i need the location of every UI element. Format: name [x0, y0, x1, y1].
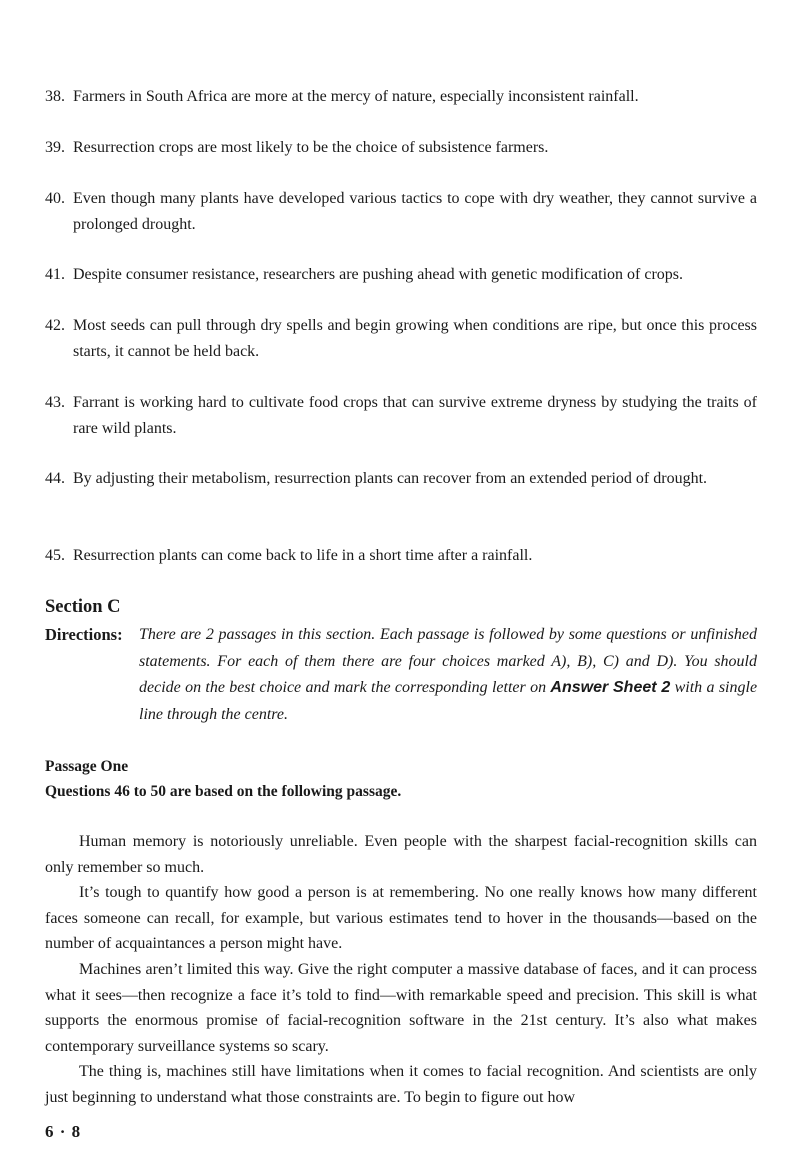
statement-45 [45, 543, 757, 569]
statement-text: Farrant is working hard to cultivate food crops that can survive extreme dryness by studying the traits of rare wild plants. [73, 394, 757, 437]
passage-paragraph: Machines aren’t limited this way. Give the right computer a massive database of faces, and it can process what it sees—then recognize a face it’s told to find—with remarkable speed and precision. This skill is what supports the enormous promise of facial-recognition software in the 21st century. It’s also what makes contemporary surveillance systems so scary. [45, 960, 757, 1055]
passage-paragraph: The thing is, machines still have limitations when it comes to facial recognition. And scientists are only just beginning to understand what those constraints are. To begin to figure out how [45, 1063, 757, 1106]
document-page [45, 0, 757, 1158]
passage-body [45, 829, 757, 1111]
statement-number: 41. [45, 266, 65, 283]
statement-number: 39. [45, 139, 65, 156]
statement-text: Even though many plants have developed various tactics to cope with dry weather, they cannot survive a prolonged drought. [73, 190, 757, 233]
statement-number: 45. [45, 547, 65, 564]
statement-number: 40. [45, 190, 65, 207]
passage-questions-heading: Questions 46 to 50 are based on the following passage. [45, 783, 402, 800]
statement-40 [45, 186, 757, 238]
statement-43 [45, 390, 757, 442]
statement-39 [45, 135, 757, 161]
statement-42 [45, 313, 757, 365]
statement-text: Farmers in South Africa are more at the mercy of nature, especially inconsistent rainfall. [73, 88, 639, 105]
statement-38 [45, 84, 757, 110]
directions-text: There are 2 passages in this section. Each passage is followed by some questions or unfinished statements. For each of them there are four choices marked A), B), C) and D). You should decide on the best choice and mark the corresponding letter on [139, 626, 757, 696]
directions-tail: with a single line through the centre. [139, 679, 758, 723]
statement-text: Despite consumer resistance, researchers are pushing ahead with genetic modification of crops. [73, 266, 683, 283]
statement-41 [45, 262, 757, 288]
statement-44 [45, 466, 757, 492]
statement-number: 38. [45, 88, 65, 105]
statement-text: Most seeds can pull through dry spells and begin growing when conditions are ripe, but once this process starts, it cannot be held back. [73, 317, 757, 360]
statement-number: 44. [45, 470, 65, 487]
passage-paragraph: Human memory is notoriously unreliable. Even people with the sharpest facial-recognition skills can only remember so much. [45, 833, 757, 876]
statement-number: 43. [45, 394, 65, 411]
statement-text: Resurrection plants can come back to life in a short time after a rainfall. [73, 547, 533, 564]
directions-block [45, 622, 757, 728]
passage-title: Passage One [45, 758, 129, 775]
statement-text: Resurrection crops are most likely to be the choice of subsistence farmers. [73, 139, 549, 156]
statement-text: By adjusting their metabolism, resurrection plants can recover from an extended period of drought. [73, 470, 708, 487]
statement-number: 42. [45, 317, 65, 334]
page-number: 6 · 8 [45, 1122, 82, 1141]
answer-sheet-label: Answer Sheet 2 [550, 679, 671, 696]
section-title: Section C [45, 597, 121, 617]
directions-label: Directions: [45, 625, 123, 644]
passage-paragraph: It’s tough to quantify how good a person is at remembering. No one really knows how many different faces someone can recall, for example, but various estimates tend to hover in the thousands—based on the number of acquaintances a person might have. [45, 884, 757, 953]
directions-body [139, 622, 757, 728]
